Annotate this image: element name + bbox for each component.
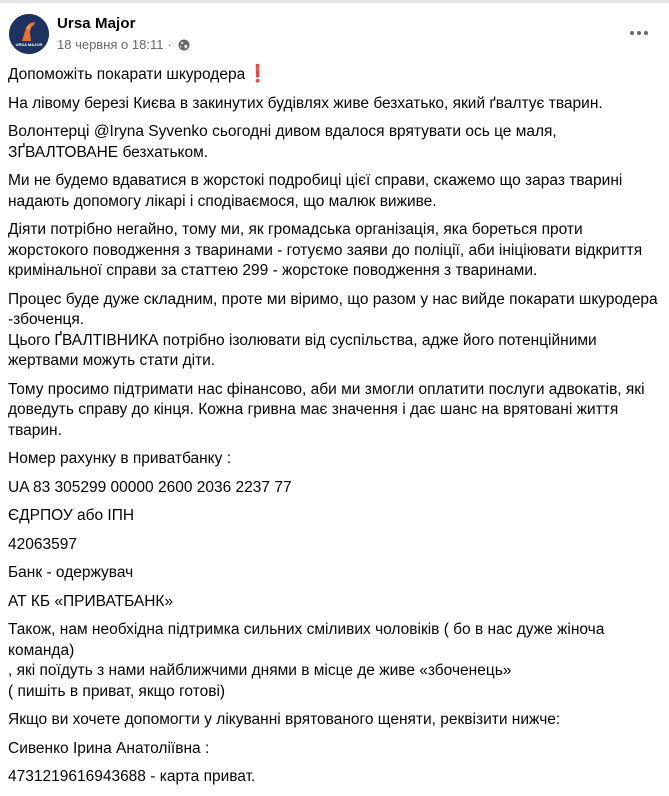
post-meta: [57, 37, 190, 52]
post-title: [8, 64, 663, 86]
paragraph: [8, 122, 663, 163]
facebook-post: [0, 3, 669, 785]
meta-separator: ·: [167, 37, 172, 52]
edrpou-value: 42063597: [8, 535, 77, 553]
edrpou-label: ЄДРПОУ або ІПН: [8, 507, 135, 524]
avatar[interactable]: [9, 14, 49, 54]
bank-name: АТ КБ «ПРИВАТБАНК»: [8, 592, 174, 610]
account-label: Номер рахунку в приватбанку :: [8, 450, 232, 467]
user-mention-link[interactable]: @Iryna Syvenko: [93, 123, 208, 140]
paragraph: Ми не будемо вдаватися в жорстокі подробиці цієї справи, скажемо що зараз тварині надають допомогу лікарі і сподіваємося, що малюк виживе.: [8, 172, 623, 210]
paragraph: Процес буде дуже складним, проте ми віримо, що разом у нас вийде покарати шкуродера -збоченця.: [8, 290, 658, 328]
more-horizontal-icon-dot: [644, 31, 648, 35]
paragraph: ( пишіть в приват, якщо готові): [8, 682, 226, 700]
ursa-major-logo-icon: [9, 14, 49, 54]
paragraph: Якщо ви хочете допомогти у лікуванні врятованого щеняти, реквізити нижче:: [8, 711, 561, 728]
card-number: 4731219616943688 - карта приват.: [8, 768, 256, 785]
paragraph: На лівому березі Києва в закинутих будівлях живе безхатько, який ґвалтує тварин.: [8, 94, 603, 112]
post-title-text: Допоможіть покарати шкуродера: [8, 66, 246, 83]
paragraph-text: сьогодні дивом вдалося врятувати ось це маля, ЗҐВАЛТОВАНЕ безхатьком.: [8, 123, 557, 161]
paragraph: Також, нам необхідна підтримка сильних сміливих чоловіків ( бо в нас дуже жіноча команда): [8, 621, 605, 659]
card-owner: Сивенко Ірина Анатоліївна :: [8, 739, 210, 757]
author-name[interactable]: Ursa Major: [57, 15, 136, 32]
bank-label: Банк - одержувач: [8, 564, 134, 581]
globe-icon[interactable]: [178, 39, 190, 51]
paragraph: , які поїдуть з нами найближчими днями в місце де живе «збоченець»: [8, 662, 512, 679]
post-text: [8, 64, 663, 796]
post-timestamp[interactable]: 18 червня о 18:11: [57, 37, 164, 52]
paragraph: Діяти потрібно негайно, тому ми, як громадська організація, яка бореться проти жорстокого поводження з тваринами - готуємо заяви до поліції, аби ініціювати відкриття кримінальної справи за статтею 299 - жорстоке поводження з тваринами.: [8, 221, 643, 279]
more-options-button[interactable]: [621, 21, 657, 45]
paragraph: Цього ҐВАЛТІВНИКА потрібно ізолювати від суспільства, адже його потенційними жертвами можуть стати діти.: [8, 331, 597, 369]
post-header: [0, 3, 669, 59]
exclamation-icon: ❗: [247, 64, 269, 83]
svg-text:URSA MAJOR: URSA MAJOR: [15, 42, 43, 47]
account-number: UA 83 305299 00000 2600 2036 2237 77: [8, 478, 292, 496]
paragraph-text: Волонтерці: [8, 123, 94, 140]
more-horizontal-icon-dot: [637, 31, 641, 35]
paragraph: Тому просимо підтримати нас фінансово, аби ми змогли оплатити послуги адвокатів, які доведуть справу до кінця. Кожна гривна має значення і дає шанс на врятовані життя тварин.: [8, 380, 645, 439]
more-horizontal-icon-dot: [630, 31, 634, 35]
